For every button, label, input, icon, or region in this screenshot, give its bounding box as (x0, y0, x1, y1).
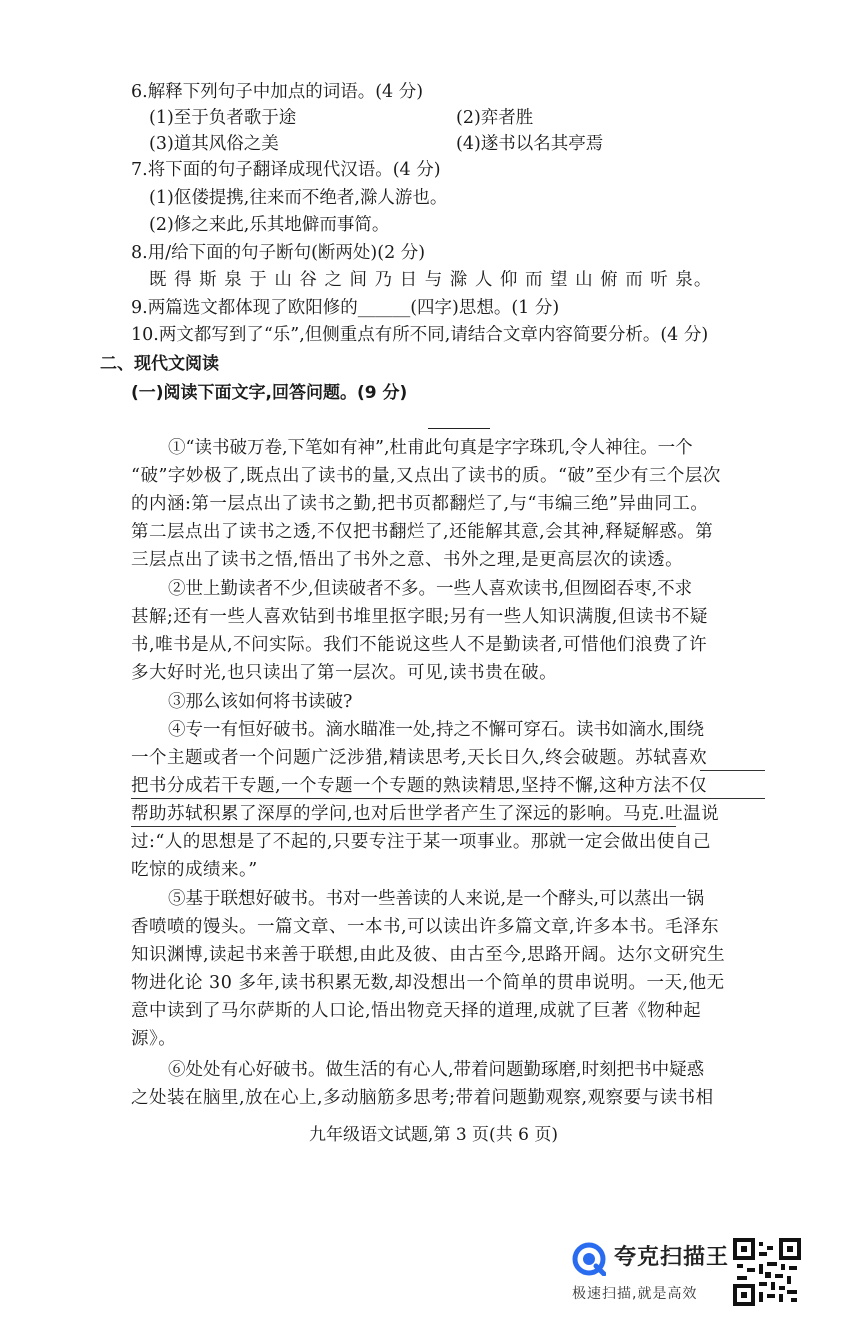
underline (131, 798, 765, 799)
underline (131, 826, 676, 827)
passage-line: 知识渊博,读起书来善于联想,由此及彼、由古至今,思路开阔。达尔文研究生 (131, 945, 726, 965)
watermark-brand: 夸克扫描王 (614, 1245, 730, 1270)
question-8: 8.用/给下面的句子断句(断两处)(2 分) (131, 243, 426, 263)
question-10: 10.两文都写到了“乐”,但侧重点有所不同,请结合文章内容简要分析。(4 分) (131, 325, 709, 345)
passage-line: 第二层点出了读书之透,不仅把书翻烂了,还能解其意,会其神,释疑解惑。第 (131, 522, 714, 542)
question-7-item-1: (1)伛偻提携,往来而不绝者,滁人游也。 (149, 188, 448, 208)
passage-line: 书,唯书是从,不问实际。我们不能说这些人不是勤读者,可惜他们浪费了许 (131, 635, 708, 655)
passage-line: ③那么该如何将书读破? (168, 692, 353, 712)
question-6-item-4: (4)遂书以名其亭焉 (456, 134, 604, 154)
passage-line: “破”字妙极了,既点出了读书的量,又点出了读书的质。“破”至少有三个层次 (131, 466, 721, 486)
passage-line: 过:“人的思想是了不起的,只要专注于某一项事业。那就一定会做出使自己 (131, 832, 711, 852)
question-6: 6.解释下列句子中加点的词语。(4 分) (131, 82, 424, 102)
question-6-item-3: (3)道其风俗之美 (149, 134, 279, 154)
underline (700, 770, 765, 771)
page-footer: 九年级语文试题,第 3 页(共 6 页) (309, 1125, 558, 1145)
passage-line: ④专一有恒好破书。滴水瞄准一处,持之不懈可穿石。读书如滴水,围绕 (168, 720, 705, 740)
passage-line: 把书分成若干专题,一个专题一个专题的熟读精思,坚持不懈,这种方法不仅 (131, 776, 708, 796)
passage-line: 多大好时光,也只读出了第一层次。可见,读书贵在破。 (131, 663, 558, 683)
question-9-suffix: (四字)思想。(1 分) (410, 298, 560, 318)
passage-line: 物进化论 30 多年,读书积累无数,却没想出一个简单的贯串说明。一天,他无 (131, 973, 725, 993)
passage-line: 甚解;还有一些人喜欢钻到书堆里抠字眼;另有一些人知识满腹,但读书不疑 (131, 607, 708, 627)
watermark (572, 1240, 732, 1300)
passage-line: ⑤基于联想好破书。书对一些善读的人来说,是一个酵头,可以蒸出一锅 (168, 889, 705, 909)
passage-line: ②世上勤读者不少,但读破者不多。一些人喜欢读书,但囫囵吞枣,不求 (168, 579, 693, 599)
passage-line: 三层点出了读书之悟,悟出了书外之意、书外之理,是更高层次的读透。 (131, 550, 684, 570)
question-6-item-2: (2)弈者胜 (456, 108, 534, 128)
passage-line: ①“读书破万卷,下笔如有神”,杜甫此句真是字字珠玑,令人神往。一个 (168, 438, 693, 458)
question-7-item-2: (2)修之来此,乐其地僻而事简。 (149, 215, 390, 235)
qr-code-icon (733, 1238, 801, 1306)
title-blank-line (428, 428, 490, 429)
passage-line: 香喷喷的馒头。一篇文章、一本书,可以读出许多篇文章,许多本书。毛泽东 (131, 917, 720, 937)
passage-line: 意中读到了马尔萨斯的人口论,悟出物竞天择的道理,成就了巨著《物种起 (131, 1001, 702, 1021)
passage-line: 源》。 (131, 1029, 177, 1049)
watermark-slogan: 极速扫描,就是高效 (572, 1286, 698, 1302)
question-9-blank: ______ (357, 298, 411, 318)
question-8-sentence: 既 得 斯 泉 于 山 谷 之 间 乃 日 与 滁 人 仰 而 望 山 俯 而 听 泉。 (149, 270, 713, 290)
passage-line: 一个主题或者一个问题广泛涉猎,精读思考,天长日久,终会破题。苏轼喜欢 (131, 748, 708, 768)
passage-line: ⑥处处有心好破书。做生活的有心人,带着问题勤琢磨,时刻把书中疑惑 (168, 1060, 705, 1080)
passage-line: 吃惊的成绩来。” (131, 860, 258, 880)
quark-logo-icon (572, 1242, 606, 1276)
passage-line: 的内涵:第一层点出了读书之勤,把书页都翻烂了,与“韦编三绝”异曲同工。 (131, 494, 709, 514)
question-9 (131, 296, 559, 320)
section-subtitle: (一)阅读下面文字,回答问题。(9 分) (131, 383, 408, 403)
question-6-item-1: (1)至于负者歌于途 (149, 108, 297, 128)
passage-line: 帮助苏轼积累了深厚的学问,也对后世学者产生了深远的影响。马克.吐温说 (131, 804, 720, 824)
question-7: 7.将下面的句子翻译成现代汉语。(4 分) (131, 160, 441, 180)
passage-line: 之处装在脑里,放在心上,多动脑筋多思考;带着问题勤观察,观察要与读书相 (131, 1088, 714, 1108)
question-9-prefix: 9.两篇选文都体现了欧阳修的 (131, 298, 358, 318)
section-title: 二、现代文阅读 (100, 354, 219, 374)
